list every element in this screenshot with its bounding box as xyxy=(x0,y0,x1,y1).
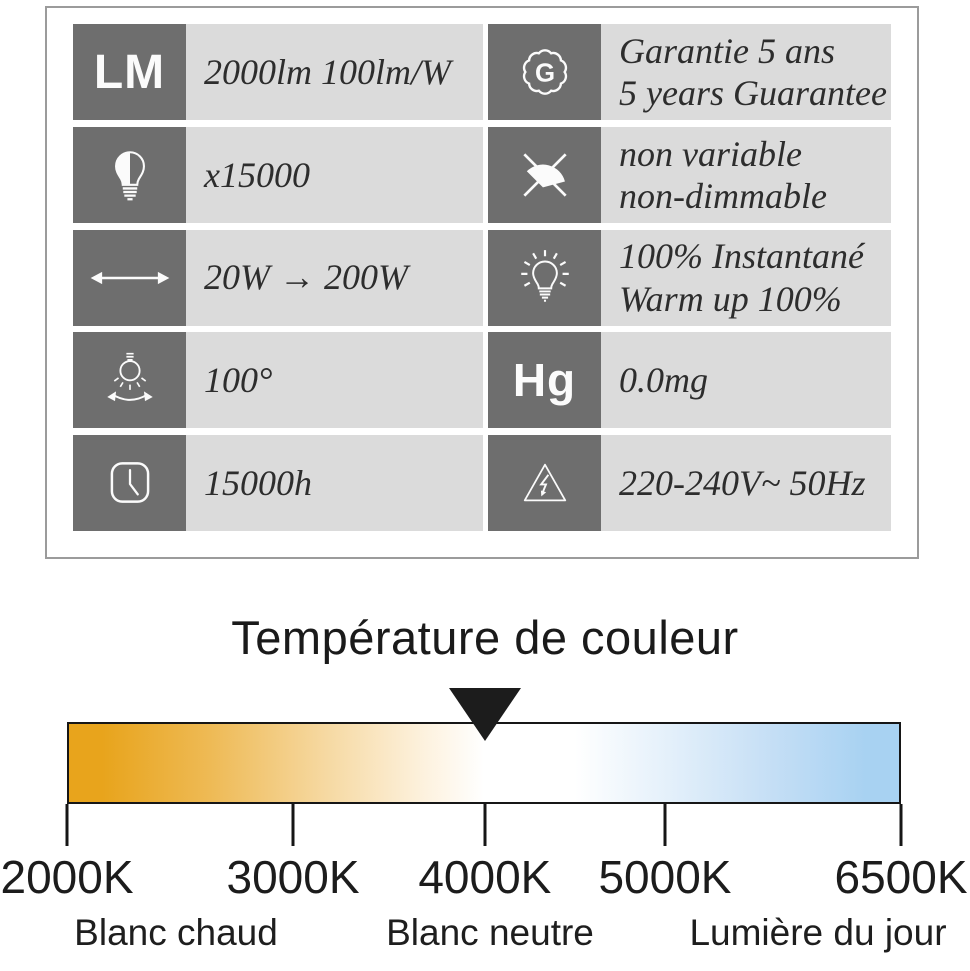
tick-label: 6500K xyxy=(834,851,968,903)
spec-value: 20W → 200W xyxy=(204,257,408,298)
zone-label-neutral: Blanc neutre xyxy=(386,912,594,953)
lifetime-value-cell xyxy=(186,435,483,531)
mercury-icon-label: Hg xyxy=(512,354,577,407)
zone-label-warm: Blanc chaud xyxy=(74,912,278,953)
temperature-scale xyxy=(0,688,968,918)
tick-label: 5000K xyxy=(598,851,732,903)
table-row xyxy=(73,435,891,531)
double-arrow-icon xyxy=(73,230,186,326)
spec-value: 2000lm 100lm/W xyxy=(204,51,451,92)
lumens-value-cell xyxy=(186,24,483,120)
lifetime-clock-icon xyxy=(73,435,186,531)
spec-value: 15000h xyxy=(204,462,312,503)
spec-value: 5 years Guarantee xyxy=(619,73,887,113)
angle-value-cell xyxy=(186,332,483,428)
mercury-icon xyxy=(488,332,601,428)
table-row xyxy=(73,332,891,428)
tick-label: 2000K xyxy=(0,851,134,903)
tick-label: 3000K xyxy=(226,851,360,903)
wattage-value-cell xyxy=(186,230,483,326)
voltage-warning-icon xyxy=(488,435,601,531)
guarantee-badge-icon xyxy=(488,24,601,120)
spec-value: Garantie 5 ans xyxy=(619,30,835,71)
spec-value: non-dimmable xyxy=(619,175,827,216)
marker-triangle-icon xyxy=(449,688,521,741)
table-row xyxy=(73,127,891,223)
spec-value: Warm up 100% xyxy=(619,278,842,319)
dimmable-value-cell xyxy=(601,127,891,223)
warmup-value-cell xyxy=(601,230,891,326)
beam-angle-icon xyxy=(73,332,186,428)
lumens-icon xyxy=(73,24,186,120)
spec-value: 0.0mg xyxy=(619,360,708,401)
temperature-title: Température de couleur xyxy=(231,611,739,664)
zone-label-daylight: Lumière du jour xyxy=(689,912,947,953)
lumens-icon-label: LM xyxy=(93,45,166,99)
table-row xyxy=(73,24,891,120)
spec-table xyxy=(45,6,919,559)
half-bulb-icon xyxy=(73,127,186,223)
tick-label: 4000K xyxy=(418,851,552,903)
spec-value: 100% Instantané xyxy=(619,236,864,277)
tick-mark xyxy=(66,804,69,846)
guarantee-badge-letter: G xyxy=(534,59,555,88)
tick-mark xyxy=(292,804,295,846)
instant-light-icon xyxy=(488,230,601,326)
table-row xyxy=(73,230,891,326)
spec-value: non variable xyxy=(619,133,802,174)
guarantee-value-cell xyxy=(601,24,891,120)
tick-mark xyxy=(483,804,486,846)
spec-value: 100° xyxy=(204,360,273,401)
spec-value: x15000 xyxy=(204,154,310,195)
non-dimmable-icon xyxy=(488,127,601,223)
tick-mark xyxy=(900,804,903,846)
spec-value: 220-240V~ 50Hz xyxy=(619,462,866,503)
equivalence-value-cell xyxy=(186,127,483,223)
mercury-value-cell xyxy=(601,332,891,428)
voltage-value-cell xyxy=(601,435,891,531)
tick-mark xyxy=(663,804,666,846)
